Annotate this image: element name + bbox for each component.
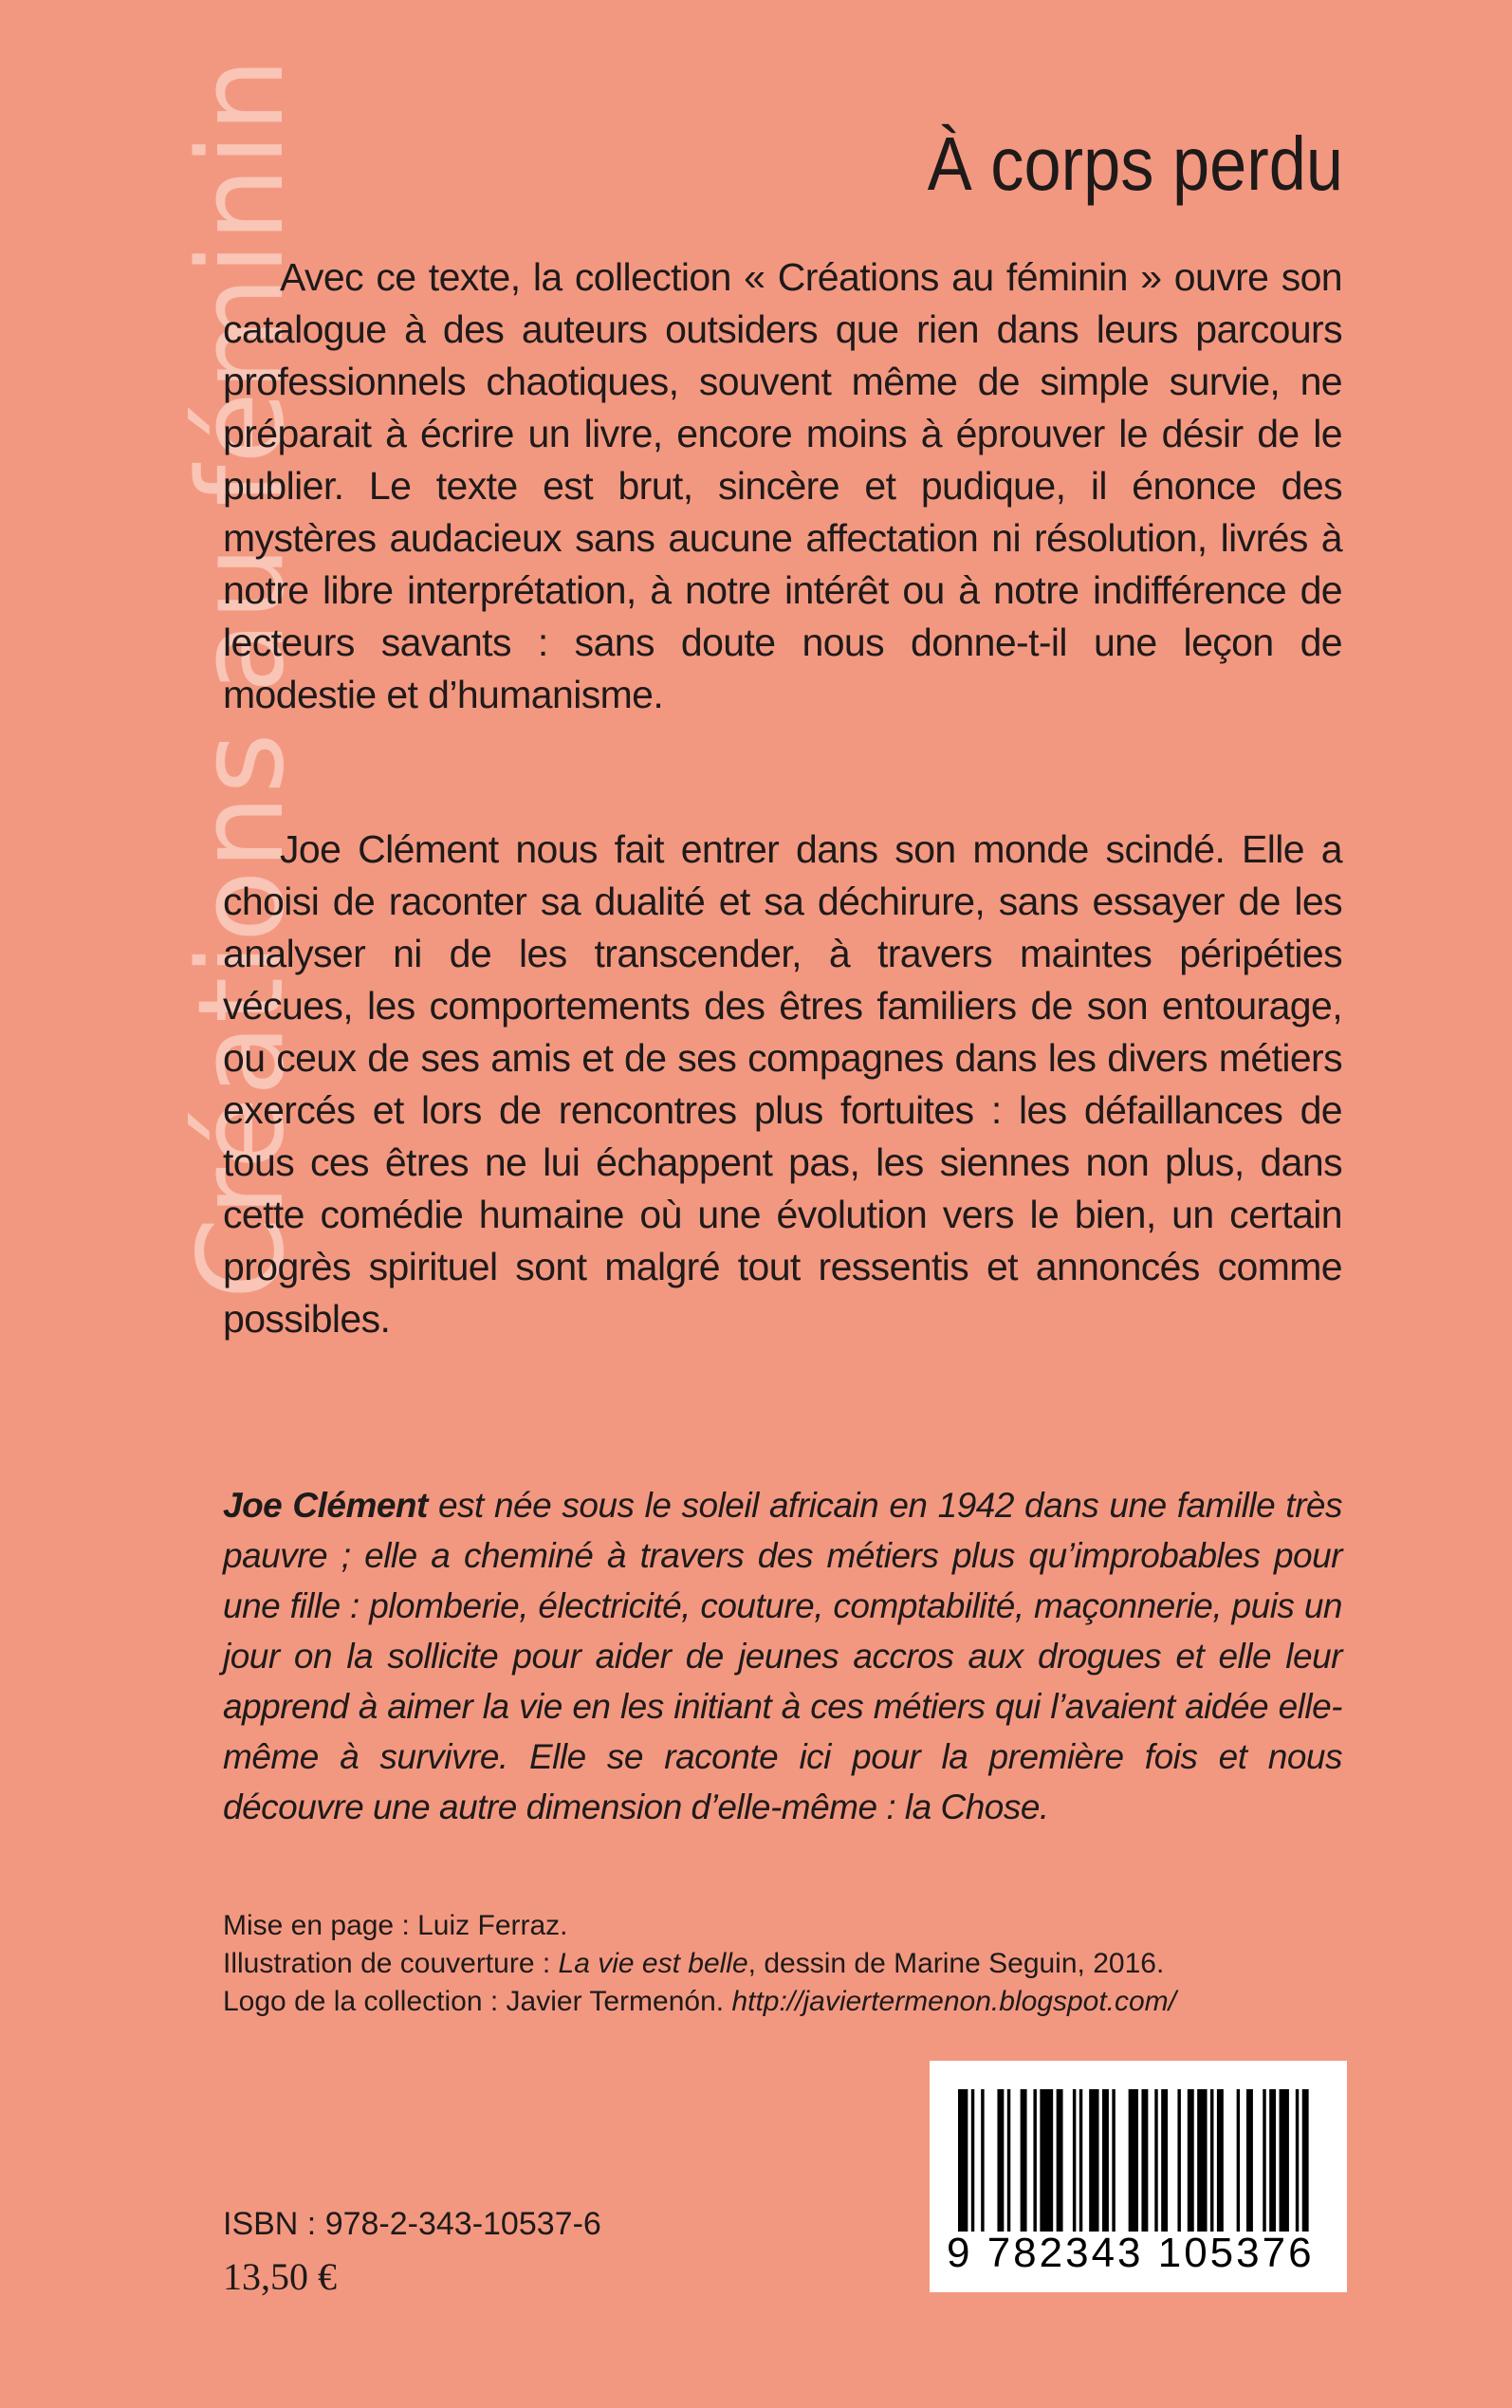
author-bio-text: est née sous le soleil africain en 1942 dans une famille très pauvre ; elle a cheminé à travers des métiers plus qu’improbables pour une fille : plomberie, électricité, couture, comptabilité, maçonnerie, puis un jour on la sollicite pour aider de jeunes accros aux drogues et elle leur apprend à aimer la vie en les initiant à ces métiers qui l’avaient aidée elle-même à survivre. Elle se raconte ici pour la première fois et nous découvre une autre dimension d’elle-même : la Chose. xyxy=(223,1486,1342,1826)
credit-illustration-title: La vie est belle xyxy=(558,1948,748,1979)
credit-illustration-label: Illustration de couverture : xyxy=(223,1948,559,1979)
credit-logo-label: Logo de la collection : xyxy=(223,1986,507,2017)
collection-name: Créations au féminin xyxy=(174,57,310,1300)
price: 13,50 € xyxy=(223,2255,337,2298)
barcode xyxy=(930,2061,1347,2292)
blurb-paragraph-2: Joe Clément nous fait entrer dans son monde scindé. Elle a choisi de raconter sa dualité et sa déchirure, sans essayer de les analyser ni de les transcender, à travers maintes péripéties vécues, les comportements des êtres familiers de son entourage, ou ceux de ses amis et de ses compagnes dans les divers métiers exercés et lors de rencontres plus fortuites : les défaillances de tous ces êtres ne lui échappent pas, les siennes non plus, dans cette comédie humaine où une évolution vers le bien, un certain progrès spirituel sont malgré tout ressentis et annoncés comme possibles. xyxy=(223,827,1342,1341)
book-title: À corps perdu xyxy=(927,121,1343,206)
barcode-digits: 9 782343 105376 xyxy=(947,2230,1315,2276)
credit-layout xyxy=(223,1907,1361,1945)
credit-illustration xyxy=(223,1945,1361,1983)
barcode-bars-icon xyxy=(958,2089,1318,2232)
author-bio xyxy=(223,1480,1342,1832)
spine-collection-title xyxy=(19,57,310,1689)
credit-layout-label: Mise en page : xyxy=(223,1910,418,1941)
credit-logo xyxy=(223,1983,1361,2021)
credit-logo-url: http://javiertermenon.blogspot.com/ xyxy=(731,1986,1177,2017)
credit-illustration-rest: , dessin de Marine Seguin, 2016. xyxy=(747,1948,1165,1979)
credit-layout-value: Luiz Ferraz. xyxy=(417,1910,568,1941)
isbn: ISBN : 978-2-343-10537-6 xyxy=(223,2206,601,2242)
author-name: Joe Clément xyxy=(223,1486,428,1525)
credits xyxy=(223,1907,1361,2021)
blurb-paragraph-1: Avec ce texte, la collection « Créations au féminin » ouvre son catalogue à des auteurs outsiders que rien dans leurs parcours professionnels chaotiques, souvent même de simple survie, ne préparait à écrire un livre, encore moins à éprouver le désir de le publier. Le texte est brut, sincère et pudique, il énonce des mystères audacieux sans aucune affectation ni résolution, livrés à notre libre interprétation, à notre intérêt ou à notre indifférence de lecteurs savants : sans doute nous donne-t-il une leçon de modestie et d’humanisme. xyxy=(223,255,1342,716)
credit-logo-value: Javier Termenón. xyxy=(506,1986,732,2017)
